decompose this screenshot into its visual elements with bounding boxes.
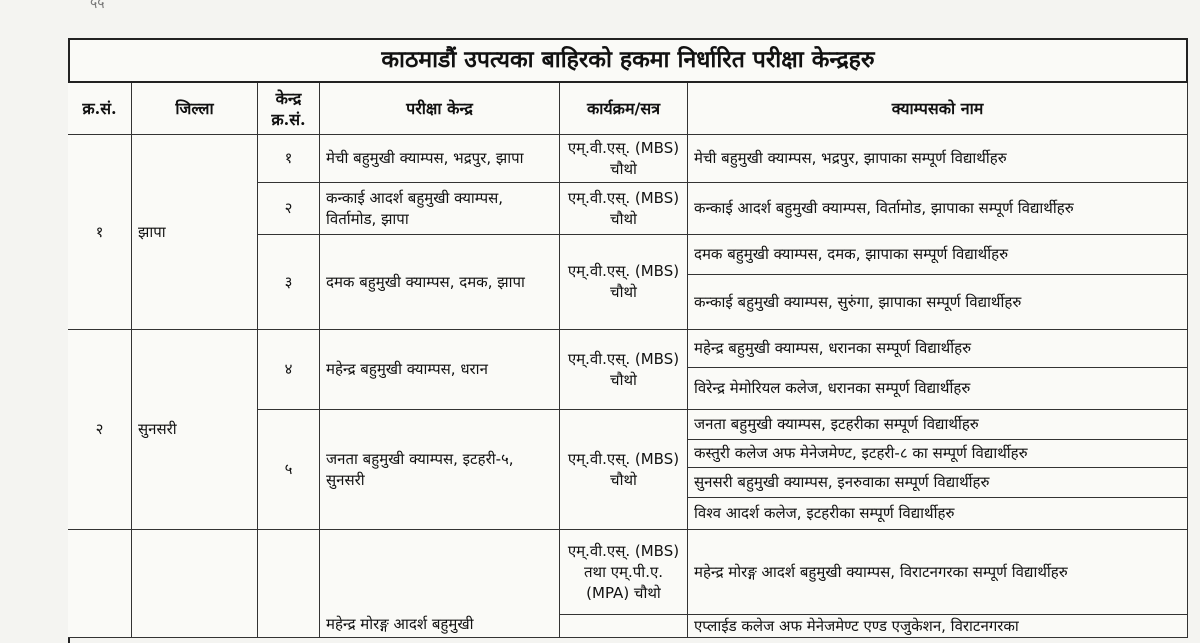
campus-name: एप्लाईड कलेज अफ मेनेजमेण्ट एण्ड एजुकेशन, विराटनगरका	[688, 615, 1188, 638]
header-exam-center: परीक्षा केन्द्र	[320, 83, 560, 135]
center-program: एम्.वी.एस्. (MBS) चौथो	[560, 235, 688, 330]
center-serial	[258, 530, 320, 638]
campus-name: महेन्द्र मोरङ्ग आदर्श बहुमुखी क्याम्पस, विराटनगरका सम्पूर्ण विद्यार्थीहरु	[688, 530, 1188, 615]
district-name	[132, 530, 258, 638]
district-serial	[68, 530, 132, 638]
center-program	[560, 615, 688, 638]
exam-center-table	[68, 38, 1188, 638]
page-number-fragment: ५५	[90, 0, 105, 12]
center-program: एम्.वी.एस्. (MBS) चौथो	[560, 183, 688, 235]
campus-name: महेन्द्र बहुमुखी क्याम्पस, धरानका सम्पूर्ण विद्यार्थीहरु	[688, 330, 1188, 368]
header-program-session: कार्यक्रम/सत्र	[560, 83, 688, 135]
header-serial-number: क्र.सं.	[68, 83, 132, 135]
header-district: जिल्ला	[132, 83, 258, 135]
header-center-serial-number: केन्द्र क्र.सं.	[258, 83, 320, 135]
campus-name: सुनसरी बहुमुखी क्याम्पस, इनरुवाका सम्पूर्ण विद्यार्थीहरु	[688, 468, 1188, 498]
campus-name: कन्काई आदर्श बहुमुखी क्याम्पस, विर्तामोड, झापाका सम्पूर्ण विद्यार्थीहरु	[688, 183, 1188, 235]
campus-name: विरेन्द्र मेमोरियल कलेज, धरानका सम्पूर्ण विद्यार्थीहरु	[688, 368, 1188, 410]
campus-name: जनता बहुमुखी क्याम्पस, इटहरीका सम्पूर्ण विद्यार्थीहरु	[688, 410, 1188, 440]
center-serial: ५	[258, 410, 320, 530]
district-name: सुनसरी	[132, 330, 258, 530]
center-serial: ३	[258, 235, 320, 330]
district-name: झापा	[132, 135, 258, 330]
header-campus-name: क्याम्पसको नाम	[688, 83, 1188, 135]
center-program: एम्.वी.एस्. (MBS) चौथो	[560, 330, 688, 410]
center-serial: २	[258, 183, 320, 235]
center-name: जनता बहुमुखी क्याम्पस, इटहरी-५, सुनसरी	[320, 410, 560, 530]
center-serial: १	[258, 135, 320, 183]
campus-name: कस्तुरी कलेज अफ मेनेजमेण्ट, इटहरी-८ का सम्पूर्ण विद्यार्थीहरु	[688, 440, 1188, 468]
campus-name: मेची बहुमुखी क्याम्पस, भद्रपुर, झापाका सम्पूर्ण विद्यार्थीहरु	[688, 135, 1188, 183]
campus-name: दमक बहुमुखी क्याम्पस, दमक, झापाका सम्पूर्ण विद्यार्थीहरु	[688, 235, 1188, 275]
center-name: महेन्द्र बहुमुखी क्याम्पस, धरान	[320, 330, 560, 410]
center-name: महेन्द्र मोरङ्ग आदर्श बहुमुखी	[320, 530, 560, 638]
center-program: एम्.वी.एस्. (MBS) तथा एम्.पी.ए. (MPA) चौथो	[560, 530, 688, 615]
district-serial: १	[68, 135, 132, 330]
center-serial: ४	[258, 330, 320, 410]
center-program: एम्.वी.एस्. (MBS) चौथो	[560, 410, 688, 530]
campus-name: कन्काई बहुमुखी क्याम्पस, सुरुंगा, झापाका सम्पूर्ण विद्यार्थीहरु	[688, 275, 1188, 330]
table-title: काठमाडौं उपत्यका बाहिरको हकमा निर्धारित परीक्षा केन्द्रहरु	[68, 38, 1188, 83]
center-name: मेची बहुमुखी क्याम्पस, भद्रपुर, झापा	[320, 135, 560, 183]
center-program: एम्.वी.एस्. (MBS) चौथो	[560, 135, 688, 183]
center-name: कन्काई आदर्श बहुमुखी क्याम्पस, विर्तामोड, झापा	[320, 183, 560, 235]
district-serial: २	[68, 330, 132, 530]
center-name: दमक बहुमुखी क्याम्पस, दमक, झापा	[320, 235, 560, 330]
campus-name: विश्व आदर्श कलेज, इटहरीका सम्पूर्ण विद्यार्थीहरु	[688, 498, 1188, 530]
